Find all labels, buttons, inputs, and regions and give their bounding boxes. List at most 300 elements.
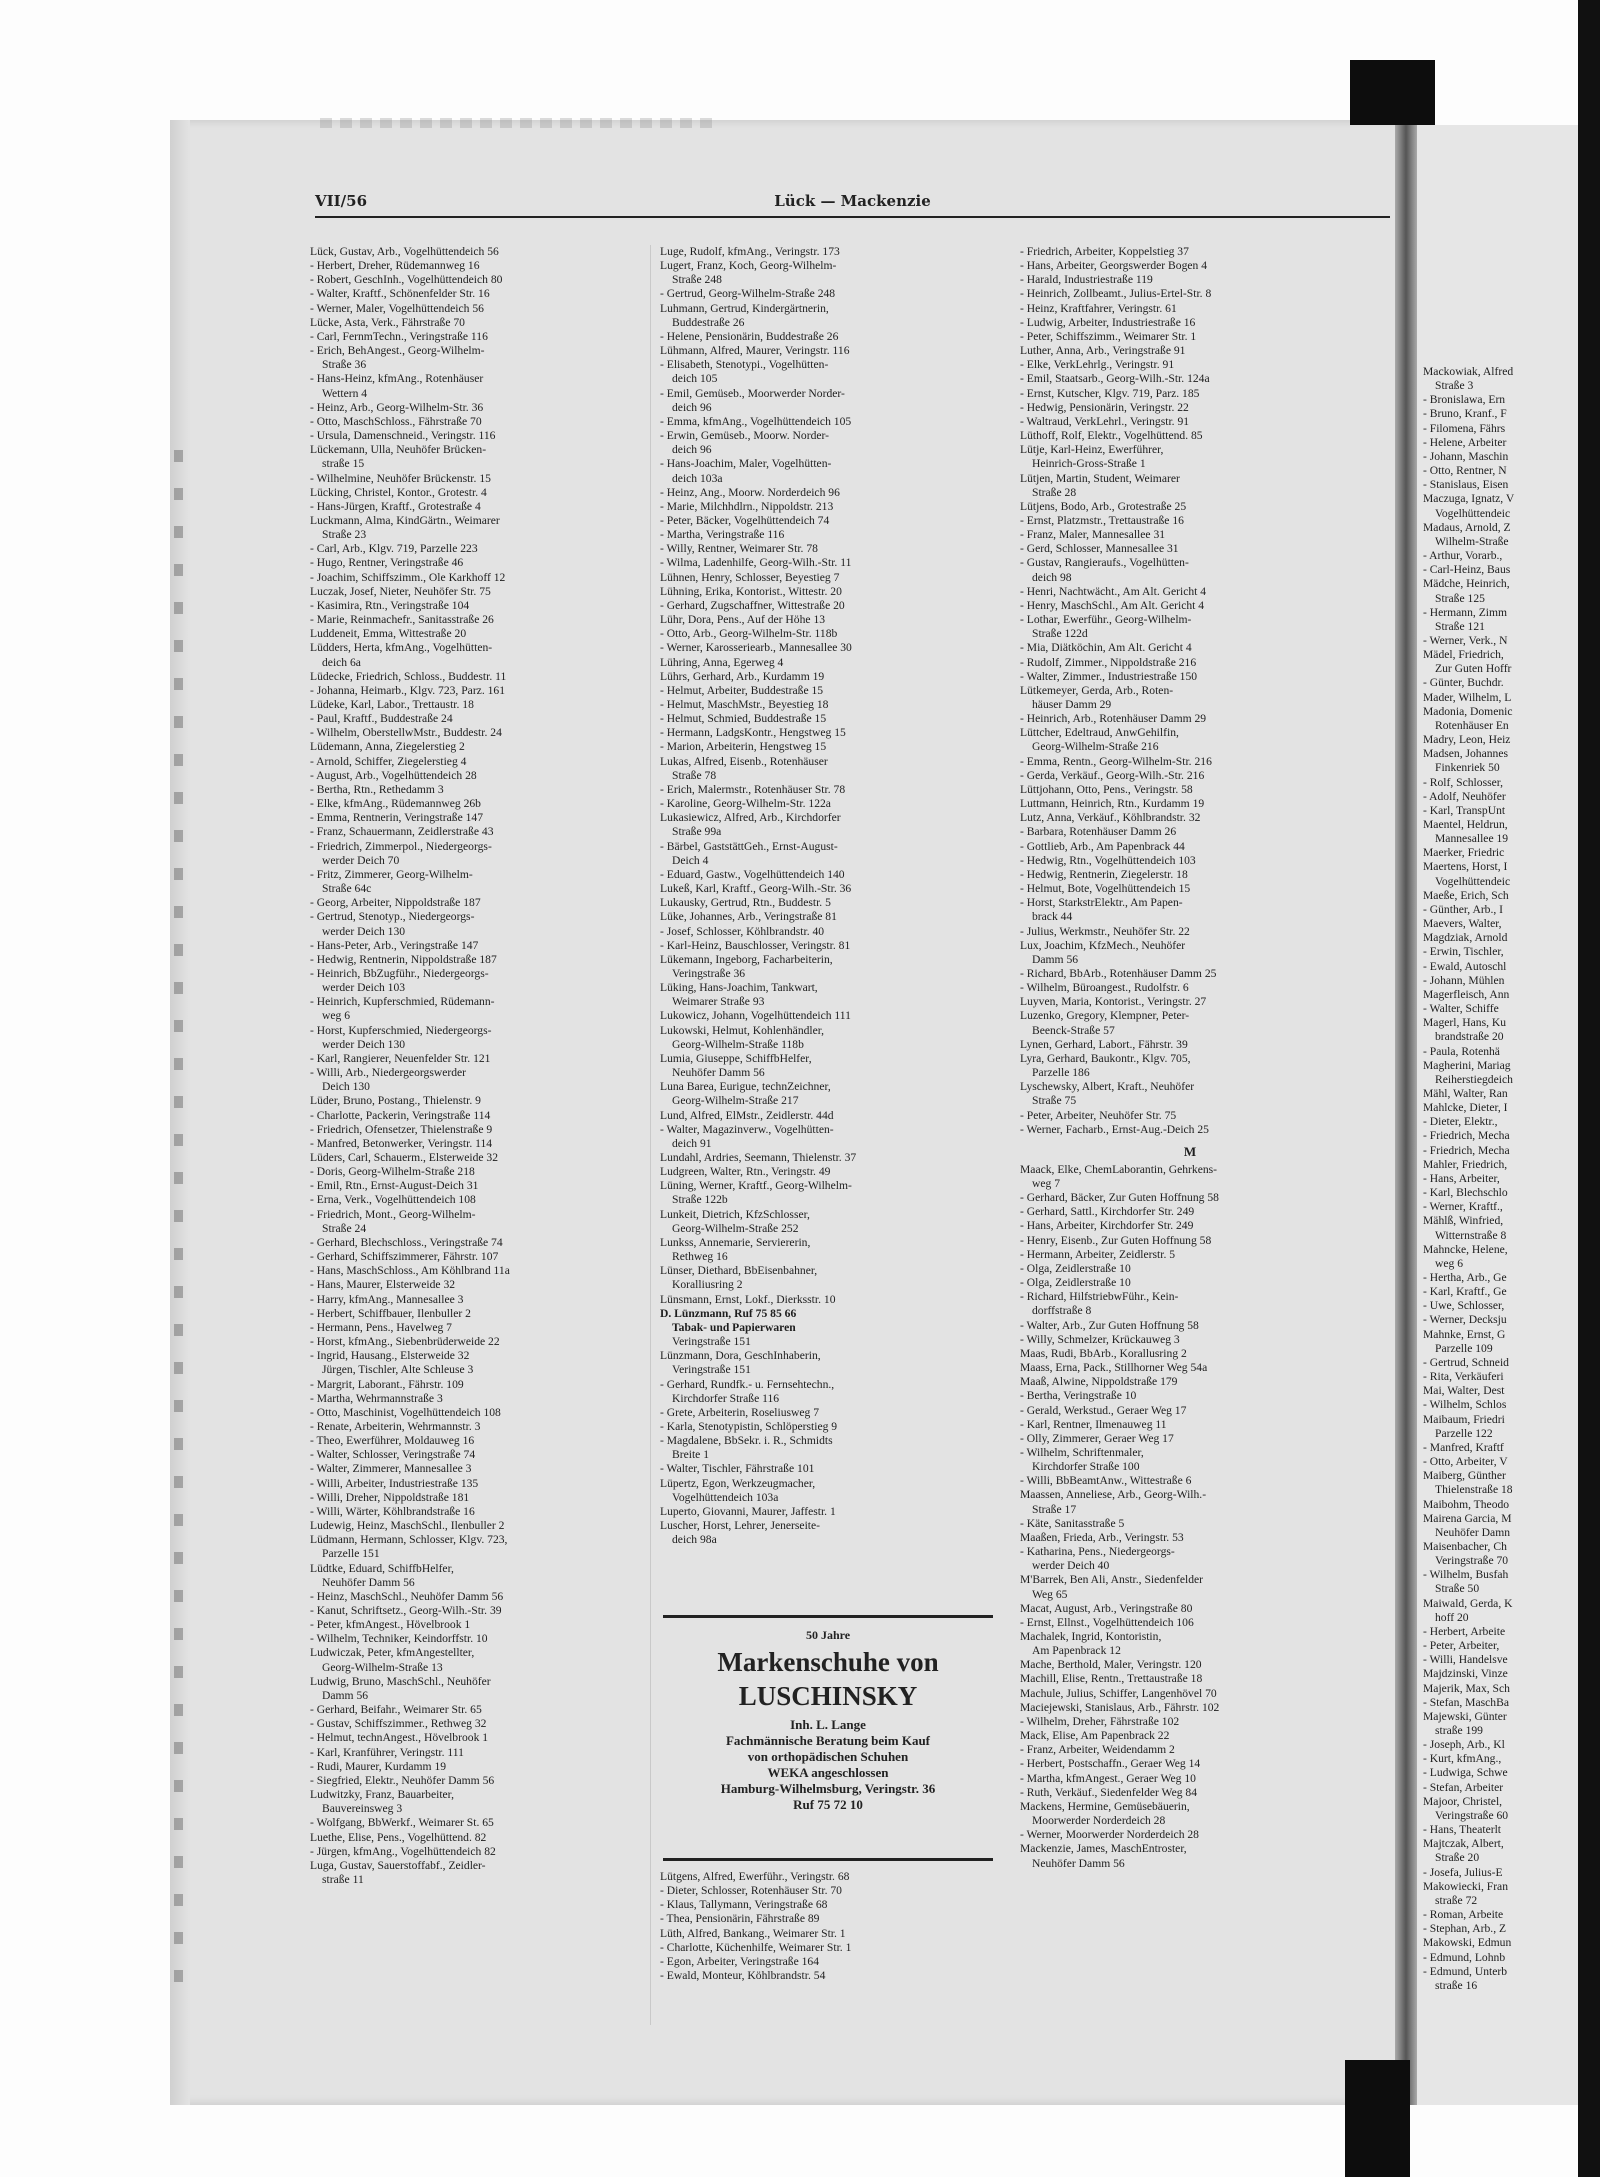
directory-entry-line: - Wilhelm, Dreher, Fährstraße 102 [1020, 1714, 1180, 1728]
directory-entry-line: Damm 56 [1032, 952, 1079, 966]
directory-entry-line: Am Papenbrack 12 [1032, 1644, 1121, 1658]
directory-entry-line: Parzelle 122 [1435, 1426, 1493, 1440]
directory-entry-line: - Stanislaus, Eisen [1423, 478, 1509, 492]
directory-entry-line: - Ernst, Ellnst., Vogelhüttendeich 106 [1020, 1615, 1194, 1629]
directory-entry-line: Lünsmann, Ernst, Lokf., Dierksstr. 10 [660, 1292, 836, 1306]
directory-entry-line: Mahnke, Ernst, G [1423, 1327, 1506, 1341]
directory-entry-line: - Werner, Karosseriearb., Mannesallee 30 [660, 641, 852, 655]
directory-entry-line: Heinrich-Gross-Straße 1 [1032, 457, 1146, 471]
directory-entry-line: Mackens, Hermine, Gemüsebäuerin, [1020, 1799, 1190, 1813]
edge-mark [174, 830, 183, 842]
edge-mark [174, 1742, 183, 1754]
page-edge-shadow [170, 120, 190, 2105]
directory-entry-line: - Kurt, kfmAng., [1423, 1752, 1502, 1766]
directory-entry-line: - Ewald, Autoschl [1423, 959, 1507, 973]
directory-entry-line: - Willi, Arbeiter, Industriestraße 135 [310, 1476, 479, 1490]
directory-entry-line: Luge, Rudolf, kfmAng., Veringstr. 173 [660, 245, 840, 258]
directory-column-2-continued [660, 1870, 1000, 2030]
directory-entry-line: - Ruth, Verkäuf., Siedenfelder Weg 84 [1020, 1785, 1198, 1799]
ad-years: 50 Jahre [805, 1628, 851, 1642]
directory-entry-line: Lüning, Werner, Kraftf., Georg-Wilhelm- [660, 1179, 852, 1193]
directory-entry-line: Bauvereinsweg 3 [322, 1802, 403, 1816]
directory-entry-line: - Franz, Arbeiter, Weidendamm 2 [1020, 1743, 1175, 1757]
page-header [315, 188, 1390, 218]
directory-entry-line: - Eduard, Gastw., Vogelhüttendeich 140 [660, 867, 845, 881]
directory-entry-line: Thielenstraße 18 [1435, 1483, 1513, 1497]
directory-entry-line: Weg 65 [1032, 1587, 1068, 1601]
directory-entry-line: Veringstraße 70 [1435, 1554, 1509, 1568]
directory-entry-line: Lütgens, Alfred, Ewerführ., Veringstr. 68 [660, 1870, 850, 1883]
directory-entry-line: - Emma, kfmAng., Vogelhüttendeich 105 [660, 414, 852, 428]
directory-entry-line: Lyra, Gerhard, Baukontr., Klgv. 705, [1020, 1051, 1191, 1065]
directory-entry-line: Luckmann, Alma, KindGärtn., Weimarer [310, 513, 500, 527]
directory-entry-line: Koralliusring 2 [672, 1278, 743, 1292]
directory-entry-line: Machule, Julius, Schiffer, Langenhövel 70 [1020, 1686, 1217, 1700]
directory-entry-line: - Wilhelmine, Neuhöfer Brückenstr. 15 [310, 471, 491, 485]
directory-entry-line: Lüdtke, Eduard, SchiffbHelfer, [310, 1561, 454, 1575]
directory-entry-line: Veringstraße 60 [1435, 1808, 1509, 1822]
directory-entry-line: - Helmut, technAngest., Hövelbrook 1 [310, 1731, 489, 1745]
edge-mark [174, 792, 183, 804]
directory-entry-line: Majoor, Christel, [1423, 1794, 1503, 1808]
directory-entry-line: - Peter, Arbeiter, [1423, 1639, 1500, 1653]
directory-entry-line: - Karoline, Georg-Wilhelm-Str. 122a [660, 797, 831, 811]
directory-entry-line: Mahler, Friedrich, [1423, 1157, 1508, 1171]
directory-entry-line: - Willy, Schmelzer, Krückauweg 3 [1020, 1332, 1180, 1346]
directory-entry-line: - Ingrid, Hausang., Elsterweide 32 [310, 1349, 470, 1363]
directory-entry-line: - Gerhard, Blechschloss., Veringstraße 74 [310, 1235, 503, 1249]
directory-entry-line: werder Deich 130 [322, 1037, 406, 1051]
directory-entry-line: Jürgen, Tischler, Alte Schleuse 3 [322, 1363, 474, 1377]
directory-entry-line: - Helene, Arbeiter [1423, 435, 1507, 449]
directory-entry-line: Maiwald, Gerda, K [1423, 1596, 1513, 1610]
directory-entry-line: - Bertha, Veringstraße 10 [1020, 1389, 1137, 1403]
directory-entry-line: - Rudi, Maurer, Kurdamm 19 [310, 1759, 447, 1773]
directory-entry-line: Buddestraße 26 [672, 315, 745, 329]
directory-entry-line: brandstraße 20 [1435, 1030, 1504, 1044]
directory-entry-line: - Gerhard, Sattl., Kirchdorfer Str. 249 [1020, 1205, 1195, 1219]
directory-entry-line: - Richard, BbArb., Rotenhäuser Damm 25 [1020, 966, 1217, 980]
directory-entry-line: - Friedrich, Mont., Georg-Wilhelm- [310, 1207, 476, 1221]
directory-entry-line: - Hans, Theaterlt [1423, 1823, 1502, 1837]
directory-entry-line: - Hedwig, Pensionärin, Veringstr. 22 [1020, 400, 1189, 414]
directory-entry-line: Mache, Berthold, Maler, Veringstr. 120 [1020, 1658, 1202, 1672]
directory-entry-line: - Margrit, Laborant., Fährstr. 109 [310, 1377, 464, 1391]
directory-entry-line: - Herbert, Dreher, Rüdemannweg 16 [310, 259, 480, 273]
directory-entry-line: Maibaum, Friedri [1423, 1412, 1505, 1426]
edge-mark [174, 1134, 183, 1146]
directory-entry-line: Breite 1 [672, 1448, 710, 1462]
directory-entry-line: - Arthur, Vorarb., [1423, 549, 1503, 563]
directory-entry-line: Maibohm, Theodo [1423, 1497, 1510, 1511]
directory-entry-line: straße 199 [1435, 1724, 1483, 1737]
directory-entry-line: - Kasimira, Rtn., Veringstraße 104 [310, 598, 470, 612]
directory-entry-line: straße 11 [322, 1872, 364, 1886]
directory-entry-line: Straße 75 [1032, 1094, 1077, 1108]
directory-entry-line: - Siegfried, Elektr., Neuhöfer Damm 56 [310, 1773, 495, 1787]
edge-mark [174, 1856, 183, 1868]
directory-entry-line: Majdzinski, Vinze [1423, 1667, 1508, 1681]
directory-entry-line: - Hedwig, Rtn., Vogelhüttendeich 103 [1020, 853, 1196, 867]
directory-entry-line: - Roman, Arbeite [1423, 1908, 1504, 1922]
edge-mark [174, 526, 183, 538]
directory-entry-line: deich 96 [672, 443, 712, 457]
directory-column-2 [660, 245, 1000, 1645]
directory-entry-line: - Charlotte, Küchenhilfe, Weimarer Str. 1 [660, 1940, 852, 1954]
directory-entry-line: Magerl, Hans, Ku [1423, 1016, 1507, 1030]
directory-entry-line: Lüpertz, Egon, Werkzeugmacher, [660, 1476, 816, 1490]
directory-entry-line: Straße 248 [672, 273, 722, 287]
edge-mark [174, 1476, 183, 1488]
directory-entry-line: - Willi, Wärter, Köhlbrandstraße 16 [310, 1504, 475, 1518]
directory-entry-line: - Mia, Diätköchin, Am Alt. Gericht 4 [1020, 641, 1192, 655]
directory-entry-line: - Erich, Malermstr., Rotenhäuser Str. 78 [660, 782, 846, 796]
directory-entry-line: - Karl, Kraftf., Ge [1423, 1285, 1507, 1299]
directory-entry-line: - Herbert, Postschaffn., Geraer Weg 14 [1020, 1757, 1201, 1771]
directory-entry-line: - Robert, GeschInh., Vogelhüttendeich 80 [310, 273, 503, 287]
directory-entry-line: Straße 17 [1032, 1502, 1077, 1516]
directory-entry-line: Luperto, Giovanni, Maurer, Jaffestr. 1 [660, 1504, 836, 1518]
edge-mark [174, 1590, 183, 1602]
directory-entry-line: - Gerda, Verkäuf., Georg-Wilh.-Str. 216 [1020, 768, 1205, 782]
directory-entry-line: - Friedrich, Arbeiter, Koppelstieg 37 [1020, 245, 1189, 258]
directory-entry-line: Reiherstiegdeich [1435, 1072, 1513, 1086]
directory-entry-line: Mader, Wilhelm, L [1423, 690, 1512, 704]
directory-entry-line: deich 96 [672, 400, 712, 414]
directory-entry-line: Rethweg 16 [672, 1250, 728, 1264]
directory-entry-line: Luzenko, Gregory, Klempner, Peter- [1020, 1009, 1190, 1023]
directory-entry-line: Lükemann, Ingeborg, Facharbeiterin, [660, 952, 833, 966]
edge-mark [174, 678, 183, 690]
directory-entry-line: - Walter, Arb., Zur Guten Hoffnung 58 [1020, 1318, 1199, 1332]
directory-entry-line: Ludwig, Bruno, MaschSchl., Neuhöfer [310, 1674, 491, 1688]
directory-entry-line: - Dieter, Elektr., [1423, 1115, 1498, 1129]
directory-entry-line: Lütjen, Martin, Student, Weimarer [1020, 471, 1180, 485]
directory-entry-line: Straße 122b [672, 1193, 728, 1207]
directory-entry-line: Lücke, Asta, Verk., Fährstraße 70 [310, 315, 465, 329]
directory-entry-line: Weimarer Straße 93 [672, 995, 765, 1009]
directory-entry-line: Lütjens, Bodo, Arb., Grotestraße 25 [1020, 499, 1187, 513]
directory-entry-line: Lux, Joachim, KfzMech., Neuhöfer [1020, 938, 1186, 952]
directory-entry-line: - Hermann, Zimm [1423, 605, 1508, 619]
directory-entry-line: - Hans-Peter, Arb., Veringstraße 147 [310, 938, 479, 952]
directory-entry-line: Neuhöfer Damm 56 [1032, 1856, 1125, 1870]
directory-entry-line: - Wolfgang, BbWerkf., Weimarer St. 65 [310, 1816, 494, 1830]
directory-entry-line: - Otto, Arb., Georg-Wilhelm-Str. 118b [660, 627, 838, 641]
directory-entry-line: - Peter, Bäcker, Vogelhüttendeich 74 [660, 513, 830, 527]
edge-mark [174, 640, 183, 652]
directory-entry-line: Lühring, Anna, Egerweg 4 [660, 655, 784, 669]
directory-entry-line: straße 16 [1435, 1978, 1478, 1992]
directory-entry-line: Maas, Rudi, BbArb., Korallusring 2 [1020, 1346, 1187, 1360]
edge-mark [174, 1096, 183, 1108]
directory-entry-line: - Olly, Zimmerer, Geraer Weg 17 [1020, 1431, 1174, 1445]
directory-entry-line: Georg-Wilhelm-Straße 118b [672, 1037, 804, 1051]
directory-entry-line: - Hans-Joachim, Maler, Vogelhütten- [660, 457, 832, 471]
directory-entry-line: - Harry, kfmAng., Mannesallee 3 [310, 1292, 464, 1306]
directory-entry-line: weg 6 [1435, 1256, 1464, 1270]
directory-entry-line: - Helmut, Schmied, Buddestraße 15 [660, 712, 827, 726]
directory-entry-line: Majewski, Günter [1423, 1709, 1507, 1723]
directory-entry-line: Maertens, Horst, I [1423, 860, 1508, 874]
directory-entry-line: - Karl, Blechschlo [1423, 1186, 1508, 1200]
ad-title-line2: LUSCHINSKY [738, 1681, 918, 1711]
directory-entry-line: - Walter, Kraftf., Schönenfelder Str. 16 [310, 287, 490, 301]
directory-entry-line: - Stefan, MaschBa [1423, 1695, 1509, 1709]
directory-entry-line: - Martha, Wehrmannstraße 3 [310, 1391, 443, 1405]
directory-entry-line: Lühnen, Henry, Schlosser, Beyestieg 7 [660, 570, 840, 584]
edge-mark [174, 1362, 183, 1374]
directory-entry-line: Mack, Elise, Am Papenbrack 22 [1020, 1729, 1170, 1743]
directory-entry-line: Madonia, Domenic [1423, 704, 1513, 718]
directory-entry-line: werder Deich 130 [322, 924, 406, 938]
scan-border-right [1578, 0, 1600, 2177]
directory-entry-line: - Peter, Schiffszimm., Weimarer Str. 1 [1020, 329, 1197, 343]
ad-line-4: Hamburg-Wilhelmsburg, Veringstr. 36 [720, 1781, 936, 1796]
directory-entry-line: - Friedrich, Mecha [1423, 1129, 1510, 1143]
directory-entry-line: - Günther, Arb., I [1423, 902, 1504, 916]
page-label: VII/56 [315, 192, 368, 210]
directory-entry-line: - Gerald, Werkstud., Geraer Weg 17 [1020, 1403, 1187, 1417]
directory-entry-line: Lühmann, Alfred, Maurer, Veringstr. 116 [660, 344, 850, 358]
directory-entry-line: - Karla, Stenotypistin, Schlöperstieg 9 [660, 1419, 838, 1433]
directory-entry-line: Lüth, Alfred, Bankang., Weimarer Str. 1 [660, 1926, 846, 1940]
directory-entry-line: Lünser, Diethard, BbEisenbahner, [660, 1264, 818, 1278]
directory-entry-line: - Hans, Maurer, Elsterweide 32 [310, 1278, 456, 1292]
directory-entry-line: Lüttjohann, Otto, Pens., Veringstr. 58 [1020, 782, 1193, 796]
directory-entry-line: Kirchdorfer Straße 100 [1032, 1460, 1140, 1474]
directory-entry-line: Straße 50 [1435, 1582, 1480, 1596]
directory-entry-line: Maerker, Friedric [1423, 846, 1505, 860]
directory-entry-line: Lukas, Alfred, Eisenb., Rotenhäuser [660, 754, 828, 768]
directory-entry-line: Ludwitzky, Franz, Bauarbeiter, [310, 1788, 454, 1802]
directory-entry-line: - Johanna, Heimarb., Klgv. 723, Parz. 161 [310, 683, 506, 697]
directory-entry-line: Witternstraße 8 [1435, 1228, 1507, 1242]
edge-mark [174, 1020, 183, 1032]
directory-entry-line: - Friedrich, Mecha [1423, 1143, 1510, 1157]
edge-mark [174, 1514, 183, 1526]
directory-entry-line: - Martha, kfmAngest., Geraer Weg 10 [1020, 1771, 1196, 1785]
directory-entry-line: Straße 122d [1032, 627, 1088, 641]
directory-entry-line: - Werner, Maler, Vogelhüttendeich 56 [310, 301, 484, 315]
directory-entry-line: Wilhelm-Straße [1435, 534, 1509, 548]
directory-entry-line: Lund, Alfred, ElMstr., Zeidlerstr. 44d [660, 1108, 834, 1122]
directory-entry-line: - Marie, Milchhdlrn., Nippoldstr. 213 [660, 499, 834, 513]
directory-entry-line: - Stephan, Arb., Z [1423, 1922, 1507, 1936]
directory-entry-line: Mahncke, Helene, [1423, 1242, 1508, 1256]
directory-entry-line: Madaus, Arnold, Z [1423, 520, 1511, 534]
directory-entry-line: - Harald, Industriestraße 119 [1020, 273, 1153, 287]
directory-entry-line: - Waltraud, VerkLehrl., Veringstr. 91 [1020, 414, 1190, 428]
directory-entry-line: Lüking, Hans-Joachim, Tankwart, [660, 981, 818, 995]
directory-entry-line: - Heinz, MaschSchl., Neuhöfer Damm 56 [310, 1589, 504, 1603]
directory-entry-line: werder Deich 40 [1032, 1559, 1110, 1573]
directory-entry-line: - Gerhard, Rundfk.- u. Fernsehtechn., [660, 1377, 835, 1391]
section-letter: M [1183, 1143, 1197, 1159]
directory-entry-line: - Horst, StarkstrElektr., Am Papen- [1020, 896, 1183, 910]
directory-entry-line: - Kanut, Schriftsetz., Georg-Wilh.-Str. 39 [310, 1604, 502, 1617]
directory-entry-line: Maaßen, Frieda, Arb., Veringstr. 53 [1020, 1530, 1184, 1544]
directory-entry-line: - Emil, Gemüseb., Moorwerder Norder- [660, 386, 845, 400]
directory-entry-line: Straße 24 [322, 1221, 367, 1235]
directory-entry-line: - Walter, Tischler, Fährstraße 101 [660, 1462, 815, 1476]
directory-entry-line: deich 98 [1032, 570, 1072, 584]
directory-entry-line: - Ludwig, Arbeiter, Industriestraße 16 [1020, 315, 1196, 329]
directory-entry-line: - Peter, kfmAngest., Hövelbrook 1 [310, 1618, 471, 1632]
directory-entry-line: Wettern 4 [322, 386, 368, 400]
directory-entry-line: Straße 20 [1435, 1851, 1480, 1865]
edge-mark [174, 1628, 183, 1640]
directory-entry-line: - Edmund, Unterb [1423, 1964, 1508, 1978]
directory-entry-line: Luther, Anna, Arb., Veringstraße 91 [1020, 344, 1186, 358]
directory-entry-line: Veringstraße 36 [672, 966, 746, 980]
directory-entry-line: - Rudolf, Zimmer., Nippoldstraße 216 [1020, 655, 1197, 669]
edge-mark [174, 1210, 183, 1222]
directory-entry-line: - Arnold, Schiffer, Ziegelerstieg 4 [310, 754, 467, 768]
directory-entry-line: Luddeneit, Emma, Wittestraße 20 [310, 627, 467, 641]
directory-entry-line: Lünzmann, Dora, GeschInhaberin, [660, 1349, 821, 1363]
directory-entry-line: Straße 3 [1435, 379, 1474, 393]
directory-entry-line: - Ludwiga, Schwe [1423, 1766, 1508, 1780]
directory-entry-line: Mackenzie, James, MaschEntroster, [1020, 1842, 1187, 1856]
directory-entry-line: Lunkeit, Dietrich, KfzSchlosser, [660, 1207, 810, 1221]
edge-mark [174, 868, 183, 880]
edge-mark [174, 1058, 183, 1070]
directory-entry-line: - Käte, Sanitasstraße 5 [1020, 1516, 1125, 1530]
directory-entry-line: - Bronislawa, Ern [1423, 393, 1506, 407]
directory-entry-line: Mahlcke, Dieter, I [1423, 1101, 1508, 1115]
directory-entry-line: - Gerd, Schlosser, Mannesallee 31 [1020, 542, 1179, 556]
directory-entry-line: Deich 130 [322, 1080, 370, 1094]
edge-mark [174, 1172, 183, 1184]
directory-entry-line: - Josefa, Julius-E [1423, 1865, 1503, 1879]
directory-entry-line: - Wilhelm, Schlos [1423, 1398, 1507, 1412]
directory-entry-line: - Günter, Buchdr. [1423, 676, 1504, 690]
directory-entry-line: Vogelhüttendeic [1435, 506, 1511, 520]
directory-entry-line: brack 44 [1032, 910, 1073, 924]
directory-entry-line: - Henry, MaschSchl., Am Alt. Gericht 4 [1020, 598, 1205, 612]
directory-entry-line: Lüdders, Herta, kfmAng., Vogelhütten- [310, 641, 493, 655]
directory-entry-line: - Paula, Rotenhä [1423, 1044, 1500, 1058]
directory-entry-line: - Barbara, Rotenhäuser Damm 26 [1020, 825, 1177, 839]
ad-line-1: Fachmännische Beratung beim Kauf [725, 1733, 931, 1748]
edge-mark [174, 1932, 183, 1944]
directory-entry-line: - Heinrich, Zollbeamt., Julius-Ertel-Str. 8 [1020, 287, 1212, 301]
edge-mark [174, 1438, 183, 1450]
directory-entry-line: - Bruno, Kranf., F [1423, 407, 1507, 421]
directory-entry-line: - Hermann, LadgsKontr., Hengstweg 15 [660, 726, 846, 740]
directory-entry-line: Georg-Wilhelm-Straße 216 [1032, 740, 1159, 754]
directory-entry-line: Straße 99a [672, 825, 722, 839]
directory-entry-line: Deich 4 [672, 853, 709, 867]
directory-entry-line: - Franz, Schauermann, Zeidlerstraße 43 [310, 825, 494, 839]
directory-entry-line: - Rolf, Schlosser, [1423, 775, 1504, 789]
directory-entry-line: Straße 36 [322, 358, 367, 372]
directory-entry-line: - Stefan, Arbeiter [1423, 1780, 1504, 1794]
directory-entry-line: - Otto, MaschSchloss., Fährstraße 70 [310, 414, 482, 428]
directory-entry-line: Majerik, Max, Sch [1423, 1681, 1510, 1695]
directory-entry-line: deich 6a [322, 655, 361, 669]
directory-entry-line: Lühning, Erika, Kontorist., Wittestr. 20 [660, 584, 842, 598]
edge-mark [174, 1818, 183, 1830]
directory-entry-line: Kirchdorfer Straße 116 [672, 1391, 780, 1405]
directory-entry-line: Lunkss, Annemarie, Serviererin, [660, 1235, 811, 1249]
directory-entry-line: - Dieter, Schlosser, Rotenhäuser Str. 70 [660, 1884, 842, 1898]
directory-entry-line: Vogelhüttendeic [1435, 874, 1511, 888]
directory-entry-line: - Horst, Kupferschmied, Niedergeorgs- [310, 1023, 492, 1037]
directory-entry-line: - Werner, Kraftf., [1423, 1200, 1503, 1214]
directory-entry-line: - Friedrich, Ofensetzer, Thielenstraße 9 [310, 1122, 493, 1136]
directory-entry-line: häuser Damm 29 [1032, 698, 1112, 711]
edge-mark [174, 1286, 183, 1298]
directory-entry-line: Neuhöfer Damm 56 [322, 1575, 415, 1589]
directory-entry-line: - Gerhard, Zugschaffner, Wittestraße 20 [660, 598, 845, 612]
directory-entry-line: - Horst, kfmAng., Siebenbrüderweide 22 [310, 1335, 500, 1349]
edge-mark [174, 1704, 183, 1716]
directory-entry-line: - Klaus, Tallymann, Veringstraße 68 [660, 1898, 828, 1912]
edge-mark [174, 1780, 183, 1792]
directory-entry-line: Damm 56 [322, 1688, 369, 1702]
luschinsky-advertisement [663, 1615, 993, 1861]
directory-entry-line: - Otto, Arbeiter, V [1423, 1455, 1508, 1469]
bleed-through-marks [320, 118, 720, 128]
directory-entry-line: - Heinz, Arb., Georg-Wilhelm-Str. 36 [310, 400, 484, 414]
directory-entry-line: - Willy, Rentner, Weimarer Str. 78 [660, 542, 818, 556]
directory-entry-line: Lüthoff, Rolf, Elektr., Vogelhüttend. 85 [1020, 429, 1203, 443]
directory-entry-line: Straße 78 [672, 768, 717, 782]
directory-entry-line: - Emil, Staatsarb., Georg-Wilh.-Str. 124a [1020, 372, 1210, 386]
directory-entry-line: Rotenhäuser En [1435, 718, 1509, 732]
directory-entry-line: - Emil, Rtn., Ernst-August-Deich 31 [310, 1179, 479, 1193]
directory-entry-line: Straße 125 [1435, 591, 1485, 605]
scan-clip-bottom [1345, 2060, 1410, 2177]
directory-entry-line: Machill, Elise, Rentn., Trettaustraße 18 [1020, 1672, 1203, 1686]
directory-entry-line: - Willi, Arb., Niedergeorgswerder [310, 1066, 467, 1080]
directory-entry-line: Ludwiczak, Peter, kfmAngestellter, [310, 1646, 475, 1660]
directory-entry-line: Magherini, Mariag [1423, 1058, 1511, 1072]
directory-entry-line: Straße 64c [322, 882, 372, 896]
directory-entry-line: werder Deich 70 [322, 853, 400, 867]
directory-entry-line: Maassen, Anneliese, Arb., Georg-Wilh.- [1020, 1488, 1207, 1502]
book-gutter [1395, 120, 1417, 2105]
directory-entry-line: - Hermann, Pens., Havelweg 7 [310, 1320, 452, 1334]
directory-entry-line: - Marion, Arbeiterin, Hengstweg 15 [660, 740, 827, 754]
directory-entry-line: - Gottlieb, Arb., Am Papenbrack 44 [1020, 839, 1185, 853]
directory-entry-line: Georg-Wilhelm-Straße 13 [322, 1660, 443, 1674]
directory-entry-line: - Egon, Arbeiter, Veringstraße 164 [660, 1954, 820, 1968]
directory-entry-line: - Paul, Kraftf., Buddestraße 24 [310, 712, 453, 726]
directory-entry-line: Parzelle 109 [1435, 1341, 1493, 1355]
directory-entry-line: - Willi, BbBeamtAnw., Wittestraße 6 [1020, 1474, 1192, 1488]
directory-entry-line: Makowiecki, Fran [1423, 1879, 1509, 1893]
directory-entry-line: - Renate, Arbeiterin, Wehrmannstr. 3 [310, 1419, 481, 1433]
directory-entry-line: - Rita, Verkäuferi [1423, 1370, 1504, 1384]
directory-entry-line: - Charlotte, Packerin, Veringstraße 114 [310, 1108, 491, 1122]
directory-entry-line: Lüke, Johannes, Arb., Veringstraße 81 [660, 910, 837, 924]
directory-entry-line: Lumia, Giuseppe, SchiffbHelfer, [660, 1051, 812, 1065]
directory-entry-line: - Werner, Facharb., Ernst-Aug.-Deich 25 [1020, 1122, 1209, 1136]
edge-mark [174, 450, 183, 462]
directory-entry-line: Finkenriek 50 [1435, 761, 1500, 775]
directory-entry-line: - Martha, Veringstraße 116 [660, 528, 785, 542]
directory-entry-line: - Ewald, Monteur, Köhlbrandstr. 54 [660, 1969, 826, 1983]
directory-entry-line: Mählß, Winfried, [1423, 1214, 1504, 1228]
directory-entry-line: - Magdalene, BbSekr. i. R., Schmidts [660, 1434, 833, 1448]
ad-line-5: Ruf 75 72 10 [793, 1797, 863, 1812]
directory-entry-line: Lugert, Franz, Koch, Georg-Wilhelm- [660, 259, 837, 273]
directory-entry-line: Mädche, Heinrich, [1423, 577, 1510, 591]
directory-entry-line: Lukowicz, Johann, Vogelhüttendeich 111 [660, 1009, 851, 1023]
